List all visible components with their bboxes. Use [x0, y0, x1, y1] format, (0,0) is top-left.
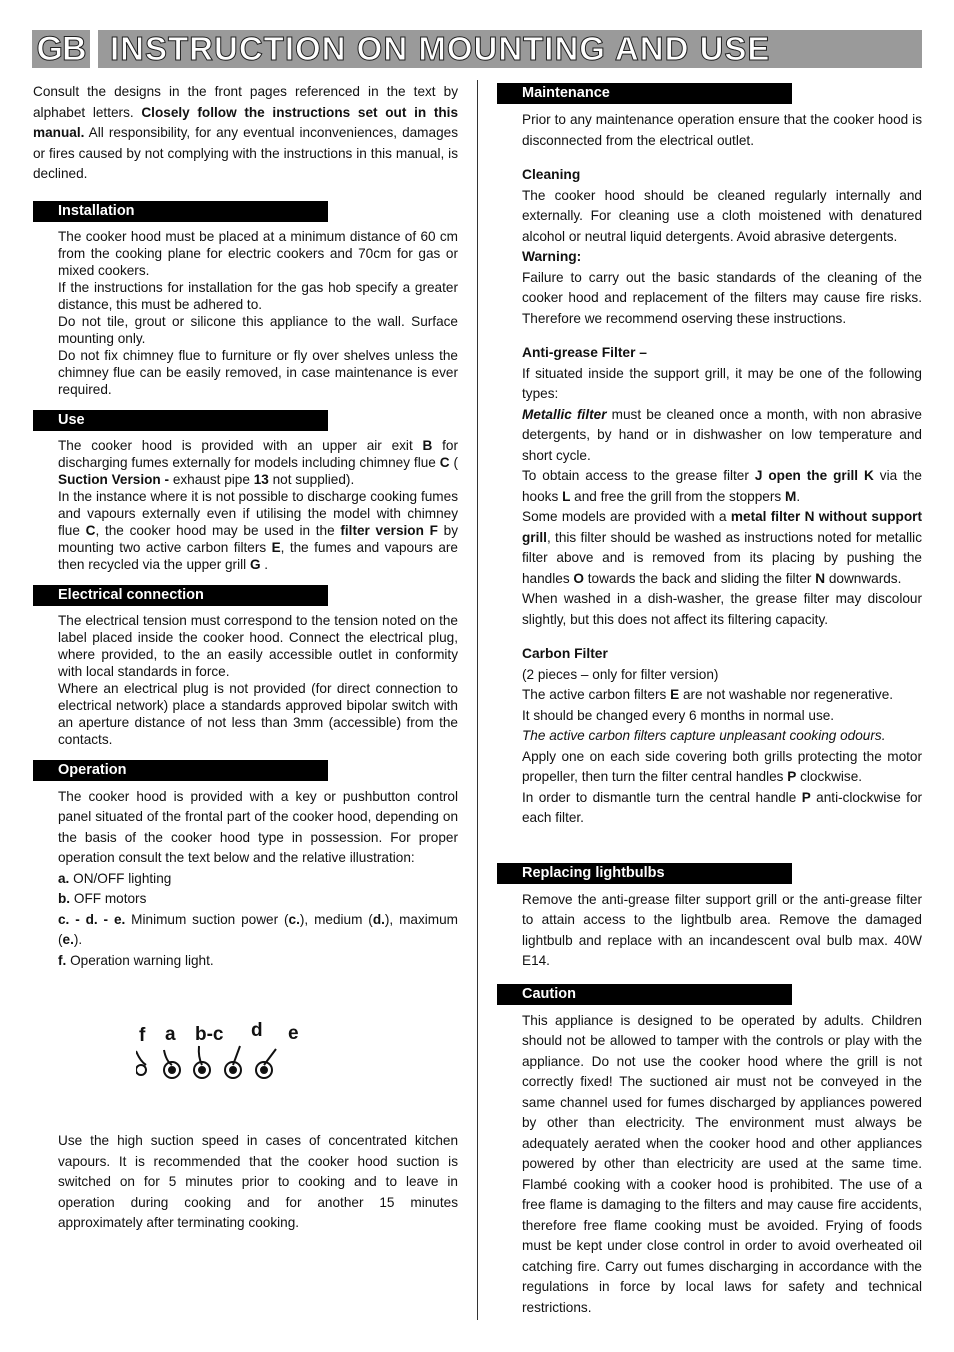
cleaning-text: The cooker hood should be cleaned regularly internally and externally. For cleaning use a cloth moistened with denatured alcohol or neutral liquid detergents. Avoid abrasive detergents.	[522, 187, 922, 244]
label-e: e	[288, 1023, 299, 1044]
electrical-body	[33, 612, 458, 748]
lightbulbs-body	[497, 890, 922, 972]
carbon-p6: In order to dismantle turn the central handle P anti-clockwise for each filter.	[522, 789, 923, 825]
section-header-caution: Caution	[497, 984, 792, 1005]
grease-p2: Metallic filter must be cleaned once a month, with non abrasive detergents, by hand or in dishwasher on low temperature and short cycle.	[522, 406, 922, 463]
operation-p1: The cooker hood is provided with a key or pushbutton control panel situated of the frontal part of the cooker hood, depending on the basis of the cooker hood type in possession. For proper operation consult the text below and the relative illustration:	[58, 788, 458, 865]
use-body	[33, 437, 458, 573]
use-p2: In the instance where it is not possible to discharge cooking fumes and vapours externally even if utilising the model with chimney flue C, the cooker hood may be used in the filter version F by mounting two active carbon filters E, the fumes and vapours are then recycled via the upper grill G .	[58, 488, 458, 572]
intro-text-1: Consult the designs in the front pages referenced in the text by alphabet letters.	[33, 84, 458, 120]
operation-p2: Use the high suction speed in cases of concentrated kitchen vapours. It is recommended that the cooker hood suction is switched on for 5 minutes prior to cooking and to leave in operation during cooking and for another 15 minutes approximately after terminating cooking.	[58, 1133, 458, 1230]
page-title: INSTRUCTION ON MOUNTING AND USE	[98, 30, 922, 68]
maintenance-body	[497, 110, 922, 829]
intro-bold: Closely follow the instructions set out in this manual.	[33, 104, 459, 140]
label-f: f	[139, 1025, 146, 1046]
operation-item-a: a. ON/OFF lighting	[58, 870, 172, 886]
section-header-use: Use	[33, 410, 328, 431]
label-bc: b-c	[195, 1024, 224, 1045]
carbon-filter-heading: Carbon Filter	[522, 646, 608, 661]
intro-text-2: All responsibility, for any eventual inconveniences, damages or fires caused by not complying with the instructions in this manual, is declined.	[33, 125, 458, 181]
carbon-p4: The active carbon filters capture unpleasant cooking odours.	[522, 728, 886, 743]
carbon-p3: It should be changed every 6 months in normal use.	[522, 707, 835, 723]
section-header-electrical: Electrical connection	[33, 585, 328, 606]
installation-p1: The cooker hood must be placed at a minimum distance of 60 cm from the cooking plane for electric cookers and 70cm for gas or mixed cookers.	[58, 228, 458, 278]
lightbulbs-p1: Remove the anti-grease filter support grill or the anti-grease filter to attain access to the lightbulb area. Remove the damaged lightbulb and replace with an incandescent oval bulb max. 40W E14.	[522, 891, 922, 968]
section-header-installation: Installation	[33, 201, 328, 222]
installation-p4: Do not fix chimney flue to furniture or fly over shelves unless the chimney flue can be easily removed, in case maintenance is ever required.	[58, 347, 458, 397]
label-d: d	[251, 1020, 263, 1041]
grease-filter-heading: Anti-grease Filter –	[522, 345, 647, 360]
control-panel-illustration	[58, 971, 458, 1131]
page-banner	[32, 30, 922, 68]
section-header-maintenance: Maintenance	[497, 83, 792, 104]
section-header-lightbulbs: Replacing lightbulbs	[497, 863, 792, 884]
installation-p2: If the instructions for installation for the gas hob specify a greater distance, this must be adhered to.	[58, 279, 458, 312]
carbon-p2: The active carbon filters E are not washable nor regenerative.	[522, 687, 894, 702]
warning-text: Failure to carry out the basic standards of the cleaning of the cooker hood and replacement of the filters may cause fire risks. Therefore we recommend oserving these instructions.	[522, 269, 922, 326]
warning-heading: Warning:	[522, 249, 582, 264]
left-column	[33, 82, 458, 1234]
maintenance-p1: Prior to any maintenance operation ensure that the cooker hood is disconnected from the electrical outlet.	[522, 112, 922, 148]
section-header-operation: Operation	[33, 760, 328, 781]
operation-body	[33, 787, 458, 1234]
control-knobs-icon	[136, 999, 316, 1119]
grease-p4: Some models are provided with a metal filter N without support grill, this filter should be washed as instructions noted for metallic filter above and is removed from its placing by pushing the handles O towards the back and sliding the filter N downwards.	[522, 509, 922, 586]
cleaning-heading: Cleaning	[522, 167, 581, 182]
grease-p3: To obtain access to the grease filter J open the grill K via the hooks L and free the grill from the stoppers M.	[522, 468, 922, 504]
right-column	[497, 82, 922, 1318]
electrical-p2: Where an electrical plug is not provided (for direct connection to electrical network) place a standards approved bipolar switch with an aperture distance of not less than 3mm (accessible) from the contacts.	[58, 680, 458, 747]
language-code: GB	[32, 30, 90, 68]
grease-p1: If situated inside the support grill, it may be one of the following types:	[522, 365, 922, 401]
operation-item-f: f. Operation warning light.	[58, 952, 214, 968]
operation-item-cde: c. - d. - e. Minimum suction power (c.), medium (d.), maximum (e.).	[58, 911, 458, 947]
column-divider	[477, 80, 478, 1320]
caution-p1: This appliance is designed to be operated by adults. Children should not be allowed to tamper with the controls or play with the appliance. Do not use the cooker hood where the grill is not correctly fixed! The suctioned air must not be conveyed in the same channel used for fumes discharged by appliances powered by other than electricity. The environment must always be adequately aerated when the cooker hood and other appliances powered by other than electricity are used at the same time. Flambé cooking with a cooker hood is prohibited. The use of a free flame is damaging to the filters and may cause fire accidents, therefore free flame cooking must be avoided. Frying of foods must be kept under close control in order to avoid overheated oil catching fire. Carry out fumes discharging in accordance with the regulations in force by local laws for safety and technical restrictions.	[522, 1012, 922, 1315]
caution-body	[497, 1011, 922, 1319]
installation-body	[33, 228, 458, 398]
installation-p3: Do not tile, grout or silicone this appliance to the wall. Surface mounting only.	[58, 313, 458, 346]
intro-paragraph	[33, 82, 458, 185]
label-a: a	[165, 1024, 176, 1045]
use-p1: The cooker hood is provided with an upper air exit B for discharging fumes externally for models including chimney flue C ( Suction Version - exhaust pipe 13 not supplied).	[58, 437, 459, 487]
carbon-p5: Apply one on each side covering both grills protecting the motor propeller, then turn the filter central handles P clockwise.	[522, 748, 922, 784]
grease-p5: When washed in a dish-washer, the grease filter may discolour slightly, but this does not affect its filtering capacity.	[522, 591, 922, 627]
carbon-p1: (2 pieces – only for filter version)	[522, 666, 719, 682]
electrical-p1: The electrical tension must correspond to the tension noted on the label placed inside the cooker hood. Connect the electrical plug, where provided, to the an easily accessible outlet in conformity with local standards in force.	[58, 612, 458, 679]
operation-item-b: b. OFF motors	[58, 891, 147, 906]
